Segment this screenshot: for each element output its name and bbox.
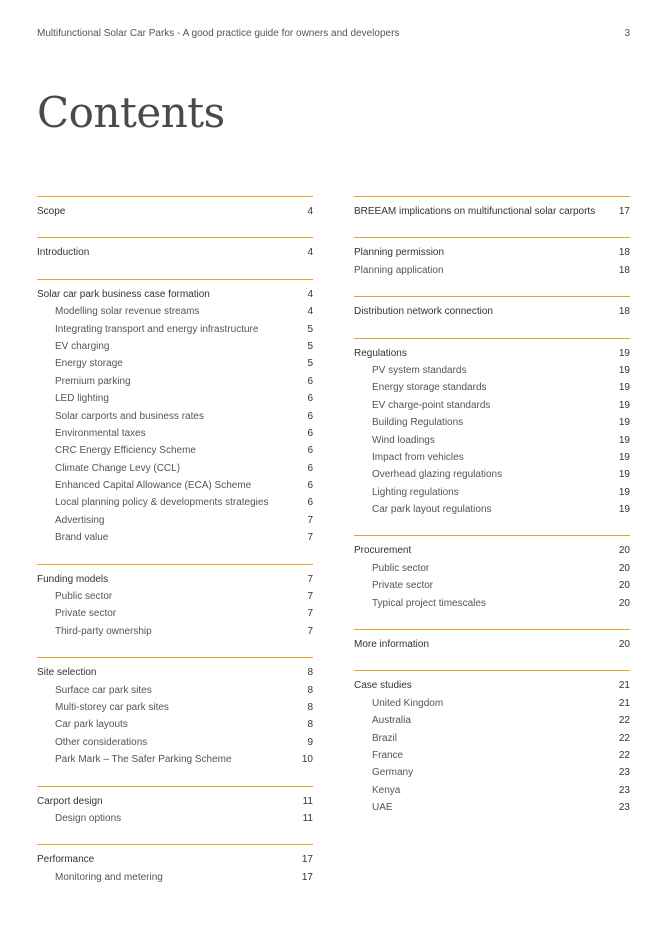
toc-entry-label: Case studies [354, 680, 412, 692]
toc-entry-page: 19 [618, 364, 630, 376]
toc-entry-label: Solar carports and business rates [55, 410, 204, 422]
toc-entry-label: Energy storage [55, 358, 123, 370]
toc-entry-label: Carport design [37, 795, 103, 807]
toc-entry-label: Distribution network connection [354, 306, 493, 318]
toc-subentry[interactable] [37, 477, 313, 494]
toc-entry-page: 11 [302, 812, 313, 824]
toc-section-heading[interactable] [354, 345, 630, 362]
toc-section [354, 338, 630, 519]
toc-entry-page: 7 [307, 591, 313, 603]
toc-subentry[interactable] [37, 494, 313, 511]
toc-section-heading[interactable] [37, 244, 313, 261]
toc-subentry[interactable] [37, 682, 313, 699]
toc-subentry[interactable] [354, 764, 630, 781]
toc-entry-label: Typical project timescales [372, 597, 486, 609]
toc-entry-label: LED lighting [55, 393, 109, 405]
toc-section [354, 196, 630, 220]
toc-entry-page: 21 [618, 680, 630, 692]
toc-entry-page: 19 [618, 469, 630, 481]
toc-entry-page: 6 [307, 375, 313, 387]
toc-entry-page: 4 [307, 306, 313, 318]
toc-subentry[interactable] [37, 869, 313, 886]
toc-subentry[interactable] [37, 588, 313, 605]
toc-subentry[interactable] [354, 595, 630, 612]
toc-entry-page: 4 [307, 247, 313, 259]
toc-entry-label: Lighting regulations [372, 486, 459, 498]
toc-section-heading[interactable] [37, 793, 313, 810]
toc-entry-label: Site selection [37, 667, 97, 679]
toc-entry-page: 21 [618, 697, 630, 709]
toc-entry-label: Other considerations [55, 736, 148, 748]
toc-entry-label: Public sector [55, 591, 113, 603]
toc-entry-page: 7 [307, 532, 313, 544]
toc-subentry[interactable] [37, 355, 313, 372]
toc-entry-page: 19 [618, 486, 630, 498]
toc-entry-label: Advertising [55, 514, 105, 526]
toc-subentry[interactable] [354, 782, 630, 799]
toc-entry-page: 23 [618, 802, 630, 814]
toc-entry-page: 6 [307, 497, 313, 509]
toc-entry-page: 19 [618, 382, 630, 394]
toc-entry-page: 17 [301, 854, 313, 866]
toc-entry-page: 8 [307, 719, 313, 731]
toc-entry-page: 20 [618, 562, 630, 574]
toc-section [37, 237, 313, 261]
toc-entry-label: Climate Change Levy (CCL) [55, 462, 181, 474]
toc-section-heading[interactable] [37, 571, 313, 588]
toc-entry-page: 7 [307, 608, 313, 620]
toc-subentry[interactable] [37, 303, 313, 320]
toc-entry-label: Design options [55, 812, 122, 824]
toc-subentry[interactable] [354, 262, 630, 279]
toc-entry-page: 18 [618, 247, 630, 259]
toc-entry-label: Regulations [354, 347, 407, 359]
toc-subentry[interactable] [37, 623, 313, 640]
toc-entry-label: Environmental taxes [55, 427, 146, 439]
toc-entry-label: Premium parking [55, 375, 131, 387]
toc-entry-label: Private sector [372, 580, 434, 592]
toc-entry-label: Monitoring and metering [55, 871, 163, 883]
toc-entry-label: Planning permission [354, 247, 445, 259]
toc-subentry[interactable] [37, 373, 313, 390]
toc-section-heading[interactable] [354, 542, 630, 559]
toc-section [354, 629, 630, 653]
toc-entry-label: Third-party ownership [55, 625, 152, 637]
toc-entry-page: 17 [618, 206, 630, 217]
toc-subentry[interactable] [354, 560, 630, 577]
toc-entry-label: More information [354, 639, 430, 651]
toc-subentry[interactable] [354, 397, 630, 414]
toc-entry-label: Private sector [55, 608, 117, 620]
toc-section-heading[interactable] [354, 677, 630, 694]
toc-entry-page: 5 [307, 358, 313, 370]
toc-entry-label: Funding models [37, 573, 109, 585]
toc-entry-label: BREEAM implications on multifunctional solar carports [354, 206, 596, 217]
toc-entry-page: 7 [307, 573, 313, 585]
toc-subentry[interactable] [37, 442, 313, 459]
toc-entry-label: Kenya [372, 784, 401, 796]
toc-entry-label: Building Regulations [372, 417, 464, 429]
toc-right-column [354, 196, 630, 834]
toc-subentry[interactable] [354, 712, 630, 729]
toc-entry-page: 23 [618, 784, 630, 796]
toc-entry-page: 4 [307, 206, 313, 217]
toc-entry-page: 19 [618, 347, 630, 359]
toc-subentry[interactable] [37, 810, 313, 827]
toc-left-column [37, 196, 313, 903]
toc-entry-label: Australia [372, 715, 411, 727]
toc-entry-label: Surface car park sites [55, 684, 152, 696]
toc-entry-label: Brand value [55, 532, 109, 544]
toc-subentry[interactable] [354, 501, 630, 518]
toc-entry-page: 7 [307, 514, 313, 526]
toc-section [37, 279, 313, 547]
toc-section-heading[interactable] [354, 303, 630, 320]
toc-entry-page: 6 [307, 410, 313, 422]
document-title: Multifunctional Solar Car Parks - A good practice guide for owners and developers [37, 28, 400, 39]
toc-subentry[interactable] [37, 529, 313, 546]
toc-entry-label: Integrating transport and energy infrastructure [55, 323, 259, 335]
toc-entry-label: UAE [372, 802, 393, 814]
toc-entry-page: 19 [618, 399, 630, 411]
toc-subentry[interactable] [354, 747, 630, 764]
toc-subentry[interactable] [37, 338, 313, 355]
toc-entry-label: Wind loadings [372, 434, 435, 446]
toc-subentry[interactable] [37, 716, 313, 733]
toc-subentry[interactable] [37, 321, 313, 338]
toc-section-heading[interactable] [37, 203, 313, 220]
toc-entry-label: Germany [372, 767, 414, 779]
toc-entry-page: 6 [307, 480, 313, 492]
toc-section [37, 196, 313, 220]
toc-entry-page: 6 [307, 393, 313, 405]
toc-entry-page: 9 [307, 736, 313, 748]
toc-subentry[interactable] [354, 484, 630, 501]
toc-entry-page: 7 [307, 625, 313, 637]
toc-subentry[interactable] [354, 730, 630, 747]
toc-entry-label: Modelling solar revenue streams [55, 306, 200, 318]
toc-entry-page: 19 [618, 434, 630, 446]
toc-subentry[interactable] [354, 799, 630, 816]
toc-subentry[interactable] [37, 390, 313, 407]
toc-entry-label: Brazil [372, 732, 398, 744]
toc-subentry[interactable] [37, 408, 313, 425]
toc-subentry[interactable] [354, 432, 630, 449]
toc-entry-label: Park Mark – The Safer Parking Scheme [55, 754, 232, 766]
toc-entry-label: Enhanced Capital Allowance (ECA) Scheme [55, 480, 252, 492]
toc-entry-page: 5 [307, 340, 313, 352]
toc-section [37, 786, 313, 828]
toc-entry-label: Public sector [372, 562, 430, 574]
toc-entry-page: 19 [618, 417, 630, 429]
toc-section-heading[interactable] [37, 851, 313, 868]
toc-entry-label: Energy storage standards [372, 382, 487, 394]
toc-entry-label: CRC Energy Efficiency Scheme [55, 445, 196, 457]
toc-entry-page: 4 [307, 288, 313, 300]
toc-section-heading[interactable] [354, 244, 630, 261]
toc-section [37, 564, 313, 641]
toc-section [354, 237, 630, 279]
toc-subentry[interactable] [37, 734, 313, 751]
toc-entry-page: 20 [618, 639, 630, 651]
toc-section-heading[interactable] [354, 636, 630, 653]
toc-entry-page: 20 [618, 545, 630, 557]
toc-entry-page: 6 [307, 445, 313, 457]
toc-subentry[interactable] [37, 605, 313, 622]
toc-subentry[interactable] [354, 449, 630, 466]
toc-subentry[interactable] [354, 414, 630, 431]
toc-entry-page: 18 [618, 306, 630, 318]
toc-subentry[interactable] [37, 699, 313, 716]
toc-entry-label: Overhead glazing regulations [372, 469, 503, 481]
toc-entry-page: 20 [618, 580, 630, 592]
toc-entry-label: Planning application [354, 264, 444, 276]
toc-entry-label: Local planning policy & developments strategies [55, 497, 269, 509]
toc-section [37, 657, 313, 768]
toc-entry-page: 19 [618, 504, 630, 516]
toc-entry-page: 11 [302, 795, 313, 807]
toc-subentry[interactable] [354, 362, 630, 379]
toc-entry-page: 6 [307, 462, 313, 474]
toc-entry-page: 18 [618, 264, 630, 276]
toc-entry-page: 6 [307, 427, 313, 439]
toc-entry-page: 22 [618, 732, 630, 744]
toc-entry-label: Performance [37, 854, 95, 866]
toc-section [354, 296, 630, 320]
toc-subentry[interactable] [354, 379, 630, 396]
toc-entry-page: 10 [301, 754, 313, 766]
toc-entry-label: Scope [37, 206, 66, 217]
toc-section [354, 670, 630, 816]
toc-subentry[interactable] [37, 512, 313, 529]
toc-entry-page: 8 [307, 701, 313, 713]
toc-entry-label: United Kingdom [372, 697, 444, 709]
toc-subentry[interactable] [354, 695, 630, 712]
toc-entry-page: 23 [618, 767, 630, 779]
toc-entry-label: EV charging [55, 340, 110, 352]
toc-entry-page: 8 [307, 667, 313, 679]
toc-entry-label: EV charge-point standards [372, 399, 491, 411]
toc-entry-page: 17 [301, 871, 313, 883]
toc-subentry[interactable] [354, 466, 630, 483]
toc-entry-label: Impact from vehicles [372, 451, 464, 463]
toc-entry-page: 22 [618, 749, 630, 761]
toc-section [354, 535, 630, 612]
toc-section-heading[interactable] [37, 664, 313, 681]
toc-subentry[interactable] [354, 577, 630, 594]
toc-section-heading[interactable] [37, 286, 313, 303]
toc-entry-label: Introduction [37, 247, 90, 259]
toc-subentry[interactable] [37, 425, 313, 442]
toc-entry-page: 20 [618, 597, 630, 609]
running-header [37, 28, 630, 39]
toc-entry-label: France [372, 749, 404, 761]
page-title: Contents [37, 88, 225, 137]
toc-subentry[interactable] [37, 460, 313, 477]
toc-entry-label: Car park layout regulations [372, 504, 492, 516]
toc-entry-label: Multi-storey car park sites [55, 701, 169, 713]
toc-entry-label: Procurement [354, 545, 412, 557]
toc-entry-page: 8 [307, 684, 313, 696]
toc-entry-label: PV system standards [372, 364, 467, 376]
toc-entry-label: Solar car park business case formation [37, 288, 210, 300]
toc-entry-page: 5 [307, 323, 313, 335]
toc-section-heading[interactable] [354, 203, 630, 220]
toc-entry-page: 19 [618, 451, 630, 463]
toc-entry-page: 22 [618, 715, 630, 727]
page-number: 3 [624, 28, 630, 39]
toc-section [37, 844, 313, 886]
toc-subentry[interactable] [37, 751, 313, 768]
toc-entry-label: Car park layouts [55, 719, 128, 731]
